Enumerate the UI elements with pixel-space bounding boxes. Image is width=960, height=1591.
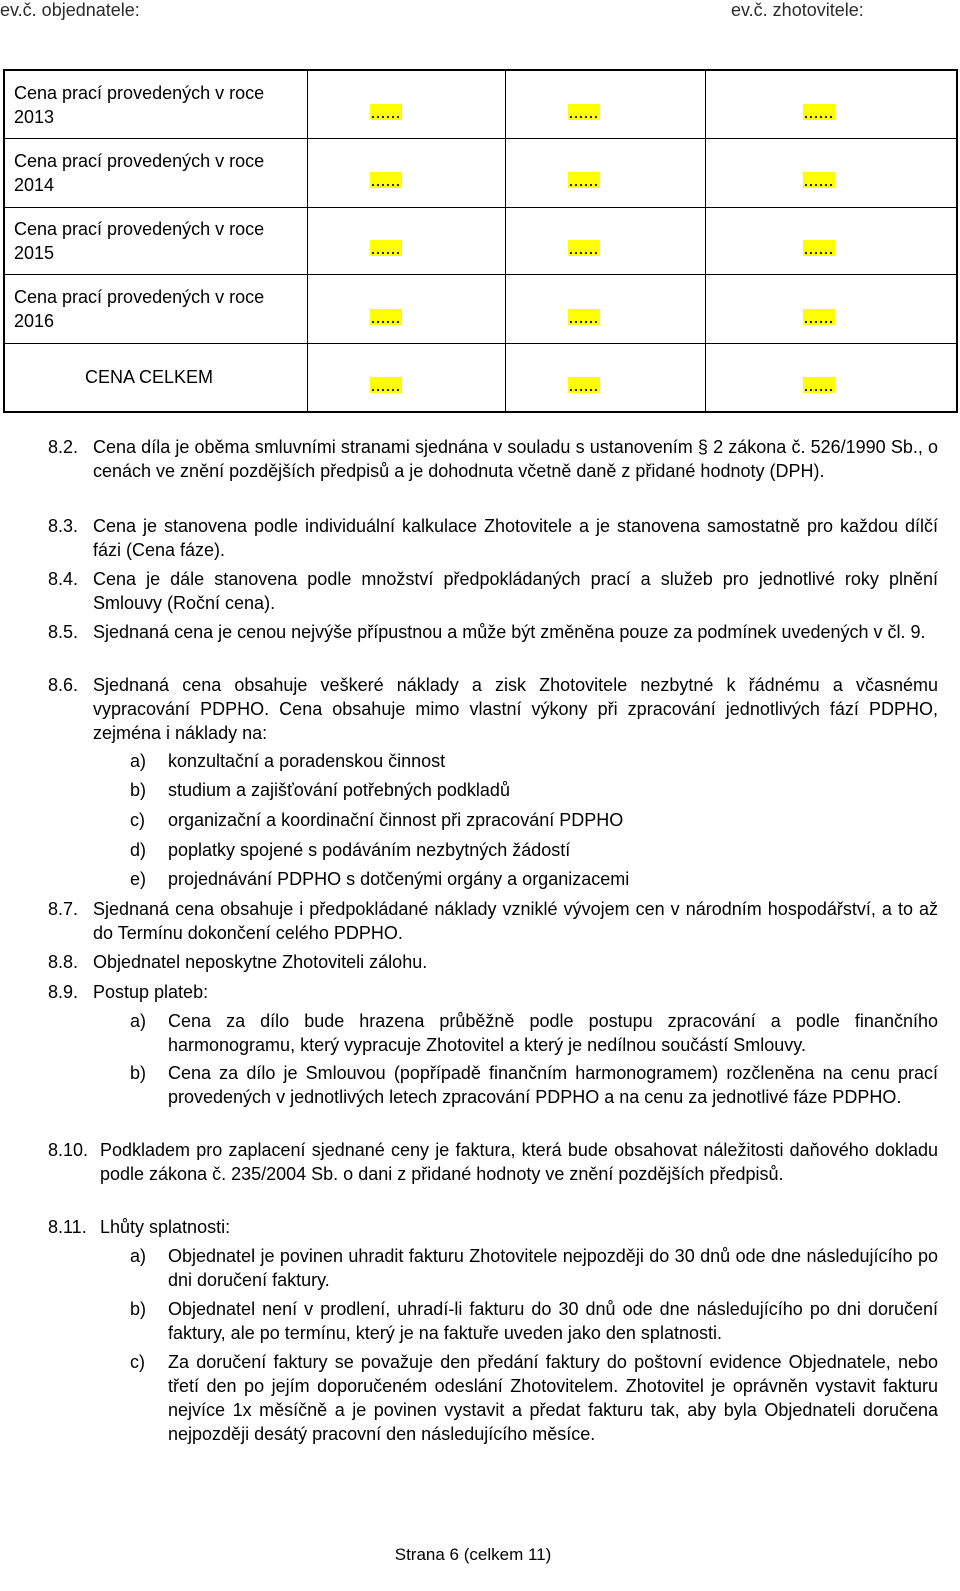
table-row	[4, 70, 957, 139]
price-table	[3, 69, 958, 413]
section-text: Cena díla je oběma smluvními stranami sjednána v souladu s ustanovením § 2 zákona č. 526/1990 Sb., o cenách ve znění pozdějších předpisů a je dohodnuta včetně daně z přidané hodnoty (DPH).	[93, 437, 938, 481]
section-8-7	[48, 897, 938, 945]
section-number: 8.10.	[48, 1140, 89, 1160]
item-text: Objednatel je povinen uhradit fakturu Zhotovitele nejpozději do 30 dnů ode dne následujícího po dni doručení faktury.	[168, 1246, 938, 1290]
section-text: Sjednaná cena obsahuje i předpokládané náklady vzniklé vývojem cen v národním hospodářství, a to až do Termínu dokončení celého PDPHO.	[93, 899, 938, 943]
section-number: 8.3.	[48, 516, 79, 536]
list-item	[130, 1009, 938, 1057]
section-8-3	[48, 514, 938, 562]
page-number: Strana 6 (celkem 11)	[394, 1545, 552, 1564]
section-8-5	[48, 620, 938, 644]
item-letter: a)	[130, 1011, 147, 1031]
price-placeholder: ......	[568, 238, 599, 259]
price-placeholder: ......	[568, 374, 599, 395]
section-number: 8.9.	[48, 982, 79, 1002]
list-item	[130, 1297, 938, 1345]
row-label: Cena prací provedených v roce 2014	[4, 139, 307, 208]
price-placeholder: ......	[370, 238, 401, 259]
item-letter: b)	[130, 780, 147, 800]
price-placeholder: ......	[803, 170, 834, 191]
section-number: 8.11.	[48, 1217, 87, 1237]
section-number: 8.2.	[48, 437, 79, 457]
list-item	[130, 1244, 938, 1292]
item-text: projednávání PDPHO s dotčenými orgány a organizacemi	[168, 869, 630, 889]
table-row-total	[4, 343, 957, 412]
item-text: organizační a koordinační činnost při zpracování PDPHO	[168, 810, 624, 830]
list-item	[130, 867, 938, 891]
price-placeholder: ......	[370, 374, 401, 395]
section-number: 8.4.	[48, 569, 79, 589]
item-text: Cena za dílo bude hrazena průběžně podle postupu zpracování a podle finančního harmonogramu, který vypracuje Zhotovitel a který je nedílnou součástí Smlouvy.	[168, 1011, 938, 1055]
row-label: Cena prací provedených v roce 2016	[4, 275, 307, 344]
price-placeholder: ......	[568, 306, 599, 327]
list-item	[130, 808, 938, 832]
row-label: Cena prací provedených v roce 2013	[4, 70, 307, 139]
table-row	[4, 207, 957, 275]
item-text: Cena za dílo je Smlouvou (popřípadě finančním harmonogramem) rozčleněna na cenu prací provedených v jednotlivých letech zpracování PDPHO a na cenu za jednotlivé fáze PDPHO.	[168, 1063, 938, 1107]
section-8-6	[48, 673, 938, 745]
section-text: Postup plateb:	[93, 982, 209, 1002]
header-right: ev.č. zhotovitele:	[731, 0, 864, 20]
section-8-11	[48, 1215, 938, 1239]
section-text: Sjednaná cena je cenou nejvýše přípustnou a může být změněna pouze za podmínek uvedených v čl. 9.	[93, 622, 926, 642]
item-letter: c)	[130, 810, 145, 830]
price-placeholder: ......	[370, 102, 401, 123]
section-text: Cena je dále stanovena podle množství předpokládaných prací a služeb pro jednotlivé roky plnění Smlouvy (Roční cena).	[93, 569, 938, 613]
section-8-4	[48, 567, 938, 615]
row-label: Cena prací provedených v roce 2015	[4, 207, 307, 275]
price-placeholder: ......	[568, 102, 599, 123]
price-placeholder: ......	[370, 306, 401, 327]
item-text: studium a zajišťování potřebných podkladů	[168, 780, 510, 800]
section-number: 8.6.	[48, 675, 79, 695]
item-text: konzultační a poradenskou činnost	[168, 751, 446, 771]
item-letter: a)	[130, 1246, 147, 1266]
table-row	[4, 275, 957, 344]
section-8-2	[48, 435, 938, 483]
item-letter: b)	[130, 1299, 147, 1319]
price-placeholder: ......	[568, 170, 599, 191]
section-text: Sjednaná cena obsahuje veškeré náklady a zisk Zhotovitele nezbytné k řádnému a včasnému vypracování PDPHO. Cena obsahuje mimo vlastní výkony při zpracování jednotlivých fází PDPHO, zejména i náklady na:	[93, 675, 938, 743]
item-text: Objednatel není v prodlení, uhradí-li fakturu do 30 dnů ode dne následujícího po dni doručení faktury, ale po termínu, který je na faktuře uveden jako den splatnosti.	[168, 1299, 938, 1343]
section-text: Lhůty splatnosti:	[100, 1217, 231, 1237]
price-placeholder: ......	[370, 170, 401, 191]
list-item	[130, 838, 938, 862]
item-letter: e)	[130, 869, 147, 889]
list-item	[130, 1350, 938, 1446]
item-letter: a)	[130, 751, 147, 771]
price-placeholder: ......	[803, 306, 834, 327]
section-number: 8.8.	[48, 952, 79, 972]
section-text: Cena je stanovena podle individuální kalkulace Zhotovitele a je stanovena samostatně pro každou dílčí fázi (Cena fáze).	[93, 516, 938, 560]
item-letter: c)	[130, 1352, 145, 1372]
item-text: poplatky spojené s podáváním nezbytných žádostí	[168, 840, 571, 860]
item-letter: d)	[130, 840, 147, 860]
item-letter: b)	[130, 1063, 147, 1083]
section-8-9	[48, 980, 938, 1004]
list-item	[130, 749, 938, 773]
price-placeholder: ......	[803, 374, 834, 395]
header-left: ev.č. objednatele:	[0, 0, 140, 20]
list-item	[130, 1061, 938, 1109]
item-text: Za doručení faktury se považuje den předání faktury do poštovní evidence Objednatele, nebo třetí den po jejím doporučeném odeslání Zhotovitelem. Zhotovitel je oprávněn vystavit fakturu nejvíce 1x měsíčně a je povinen vystavit a předat fakturu tak, aby byla Objednateli doručena nejpozději desátý pracovní den následujícího měsíce.	[168, 1352, 938, 1444]
section-8-8	[48, 950, 938, 974]
section-number: 8.7.	[48, 899, 79, 919]
section-8-10	[48, 1138, 938, 1186]
section-text: Objednatel neposkytne Zhotoviteli zálohu.	[93, 952, 428, 972]
list-item	[130, 778, 938, 802]
table-row	[4, 139, 957, 208]
section-number: 8.5.	[48, 622, 79, 642]
total-label: CENA CELKEM	[4, 343, 307, 412]
price-placeholder: ......	[803, 238, 834, 259]
price-placeholder: ......	[803, 102, 834, 123]
section-text: Podkladem pro zaplacení sjednané ceny je faktura, která bude obsahovat náležitosti daňového dokladu podle zákona č. 235/2004 Sb. o dani z přidané hodnoty ve znění pozdějších předpisů.	[100, 1140, 938, 1184]
